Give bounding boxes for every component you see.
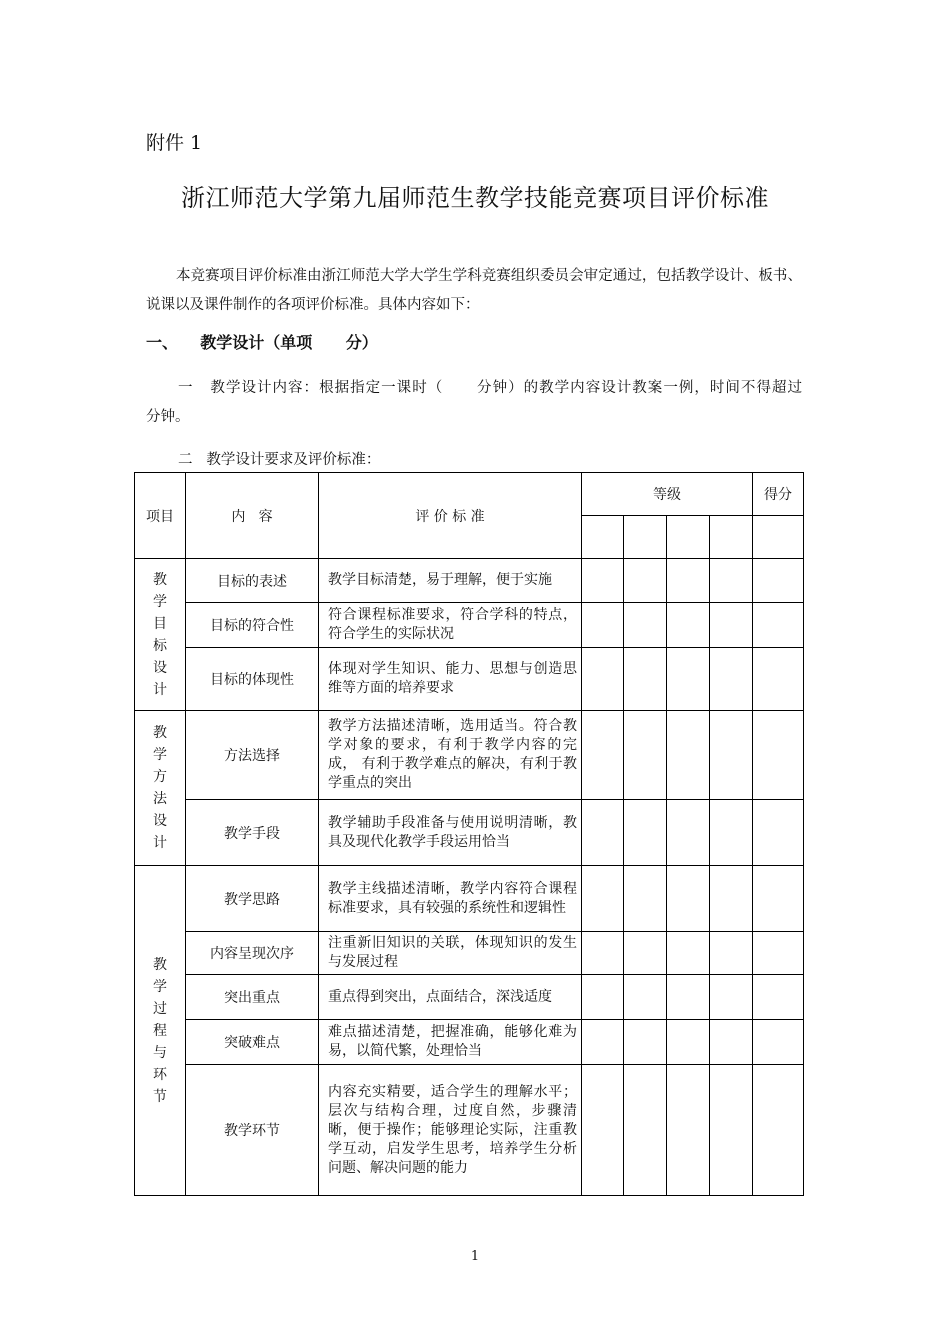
criteria-cell: 符合课程标准要求，符合学科的特点，符合学生的实际状况 <box>319 603 582 648</box>
section-heading: 一、 教学设计（单项 分） <box>146 333 378 352</box>
grade-cell <box>624 559 667 603</box>
group-item-char: 法 <box>153 791 167 807</box>
content-cell: 突出重点 <box>186 975 319 1020</box>
grade-cell <box>624 866 667 932</box>
grade-cell <box>710 866 753 932</box>
table-row <box>135 1065 804 1196</box>
grade-cell <box>667 559 710 603</box>
grade-column-cell <box>710 516 753 559</box>
content-cell: 教学手段 <box>186 800 319 866</box>
grade-cell <box>624 603 667 648</box>
grade-cell <box>582 1065 624 1196</box>
table-row <box>135 866 804 932</box>
group-item-cell <box>135 559 186 711</box>
grade-cell <box>624 648 667 711</box>
grade-cell <box>667 975 710 1020</box>
group-item-char: 节 <box>153 1088 167 1105</box>
criteria-cell: 内容充实精要，适合学生的理解水平；层次与结构合理，过度自然，步骤清晰，便于操作；能够理论实际，注重教学互动，启发学生思考，培养学生分析问题、解决问题的能力 <box>319 1065 582 1196</box>
group-item-char: 环 <box>153 1066 167 1083</box>
content-paragraph: 一 教学设计内容：根据指定一课时（ 分钟）的教学内容设计教案一例，时间不得超过 分钟。 <box>146 380 835 425</box>
content-cell: 目标的表述 <box>186 559 319 603</box>
header-score: 得分 <box>753 473 804 516</box>
grade-cell <box>582 603 624 648</box>
group-item-char: 方 <box>153 769 167 785</box>
group-item-char: 学 <box>153 593 167 610</box>
content-cell: 内容呈现次序 <box>186 932 319 975</box>
score-cell <box>753 1065 804 1196</box>
grade-cell <box>667 603 710 648</box>
content-cell: 目标的符合性 <box>186 603 319 648</box>
grade-cell <box>710 603 753 648</box>
grade-cell <box>582 800 624 866</box>
score-cell <box>753 603 804 648</box>
group-item-cell <box>135 866 186 1196</box>
header-item: 项目 <box>135 473 186 559</box>
grade-cell <box>667 866 710 932</box>
group-item-char: 计 <box>153 681 167 698</box>
grade-cell <box>624 800 667 866</box>
score-cell <box>753 1020 804 1065</box>
score-cell <box>753 711 804 800</box>
group-item-char: 目 <box>153 615 167 632</box>
grade-cell <box>667 1020 710 1065</box>
grade-cell <box>667 800 710 866</box>
grade-cell <box>667 1065 710 1196</box>
header-criteria: 评 价 标 准 <box>319 473 582 559</box>
criteria-cell: 教学主线描述清晰，教学内容符合课程标准要求，具有较强的系统性和逻辑性 <box>319 866 582 932</box>
intro-paragraph: 本竞赛项目评价标准由浙江师范大学大学生学科竞赛组织委员会审定通过，包括教学设计、板书、说课以及课件制作的各项评价标准。具体内容如下： <box>146 268 802 313</box>
table-row <box>135 559 804 603</box>
evaluation-table <box>134 472 804 1196</box>
grade-cell <box>582 1020 624 1065</box>
group-item-char: 学 <box>153 747 167 763</box>
group-item-char: 学 <box>153 978 167 995</box>
table-row <box>135 800 804 866</box>
grade-cell <box>710 975 753 1020</box>
table-row <box>135 648 804 711</box>
score-cell <box>753 648 804 711</box>
content-cell: 方法选择 <box>186 711 319 800</box>
criteria-cell: 体现对学生知识、能力、思想与创造思维等方面的培养要求 <box>319 648 582 711</box>
page-number: 1 <box>470 1249 480 1264</box>
table-row <box>135 603 804 648</box>
grade-cell <box>624 932 667 975</box>
grade-cell <box>710 559 753 603</box>
content-cell: 突破难点 <box>186 1020 319 1065</box>
attachment-label: 附件 1 <box>146 132 203 154</box>
group-item-char: 程 <box>153 1022 167 1039</box>
grade-cell <box>582 975 624 1020</box>
group-item-char: 教 <box>153 956 167 973</box>
grade-column-cell <box>624 516 667 559</box>
grade-cell <box>582 559 624 603</box>
table-row <box>135 711 804 800</box>
group-item-char: 教 <box>153 725 167 741</box>
table-row <box>135 975 804 1020</box>
group-item-char: 过 <box>153 1000 167 1017</box>
group-item-char: 设 <box>153 813 167 829</box>
group-item-char: 计 <box>153 835 167 851</box>
group-item-char: 教 <box>153 571 167 588</box>
criteria-cell: 注重新旧知识的关联，体现知识的发生与发展过程 <box>319 932 582 975</box>
score-cell <box>753 866 804 932</box>
content-cell: 目标的体现性 <box>186 648 319 711</box>
grade-cell <box>710 648 753 711</box>
grade-cell <box>710 932 753 975</box>
grade-cell <box>667 648 710 711</box>
grade-cell <box>624 1065 667 1196</box>
grade-cell <box>667 711 710 800</box>
score-cell <box>753 975 804 1020</box>
grade-column-cell <box>582 516 624 559</box>
grade-cell <box>582 866 624 932</box>
grade-cell <box>710 1065 753 1196</box>
grade-cell <box>710 1020 753 1065</box>
score-cell <box>753 800 804 866</box>
criteria-cell: 难点描述清楚，把握准确，能够化难为易，以简代繁，处理恰当 <box>319 1020 582 1065</box>
group-item-char: 标 <box>153 637 167 654</box>
page-title: 浙江师范大学第九届师范生教学技能竞赛项目评价标准 <box>181 184 769 212</box>
content-cell: 教学环节 <box>186 1065 319 1196</box>
header-content: 内 容 <box>186 473 319 559</box>
grade-cell <box>624 975 667 1020</box>
header-grade: 等级 <box>582 473 753 516</box>
grade-cell <box>710 711 753 800</box>
grade-cell <box>624 1020 667 1065</box>
table-row <box>135 932 804 975</box>
group-item-char: 与 <box>153 1044 167 1061</box>
grade-cell <box>624 711 667 800</box>
grade-cell <box>582 648 624 711</box>
criteria-cell: 教学方法描述清晰，选用适当。符合教学对象的要求，有利于教学内容的完成， 有利于教学难点的解决，有利于教学重点的突出 <box>319 711 582 800</box>
score-column-cell <box>753 516 804 559</box>
group-item-cell <box>135 711 186 866</box>
requirements-paragraph: 二 教学设计要求及评价标准： <box>178 452 381 468</box>
group-item-char: 设 <box>153 659 167 676</box>
criteria-cell: 教学辅助手段准备与使用说明清晰，教具及现代化教学手段运用恰当 <box>319 800 582 866</box>
grade-cell <box>582 932 624 975</box>
grade-cell <box>582 711 624 800</box>
score-cell <box>753 932 804 975</box>
criteria-cell: 教学目标清楚，易于理解，便于实施 <box>319 559 582 603</box>
grade-column-cell <box>667 516 710 559</box>
table-row <box>135 1020 804 1065</box>
grade-cell <box>710 800 753 866</box>
content-cell: 教学思路 <box>186 866 319 932</box>
score-cell <box>753 559 804 603</box>
criteria-cell: 重点得到突出，点面结合，深浅适度 <box>319 975 582 1020</box>
grade-cell <box>667 932 710 975</box>
